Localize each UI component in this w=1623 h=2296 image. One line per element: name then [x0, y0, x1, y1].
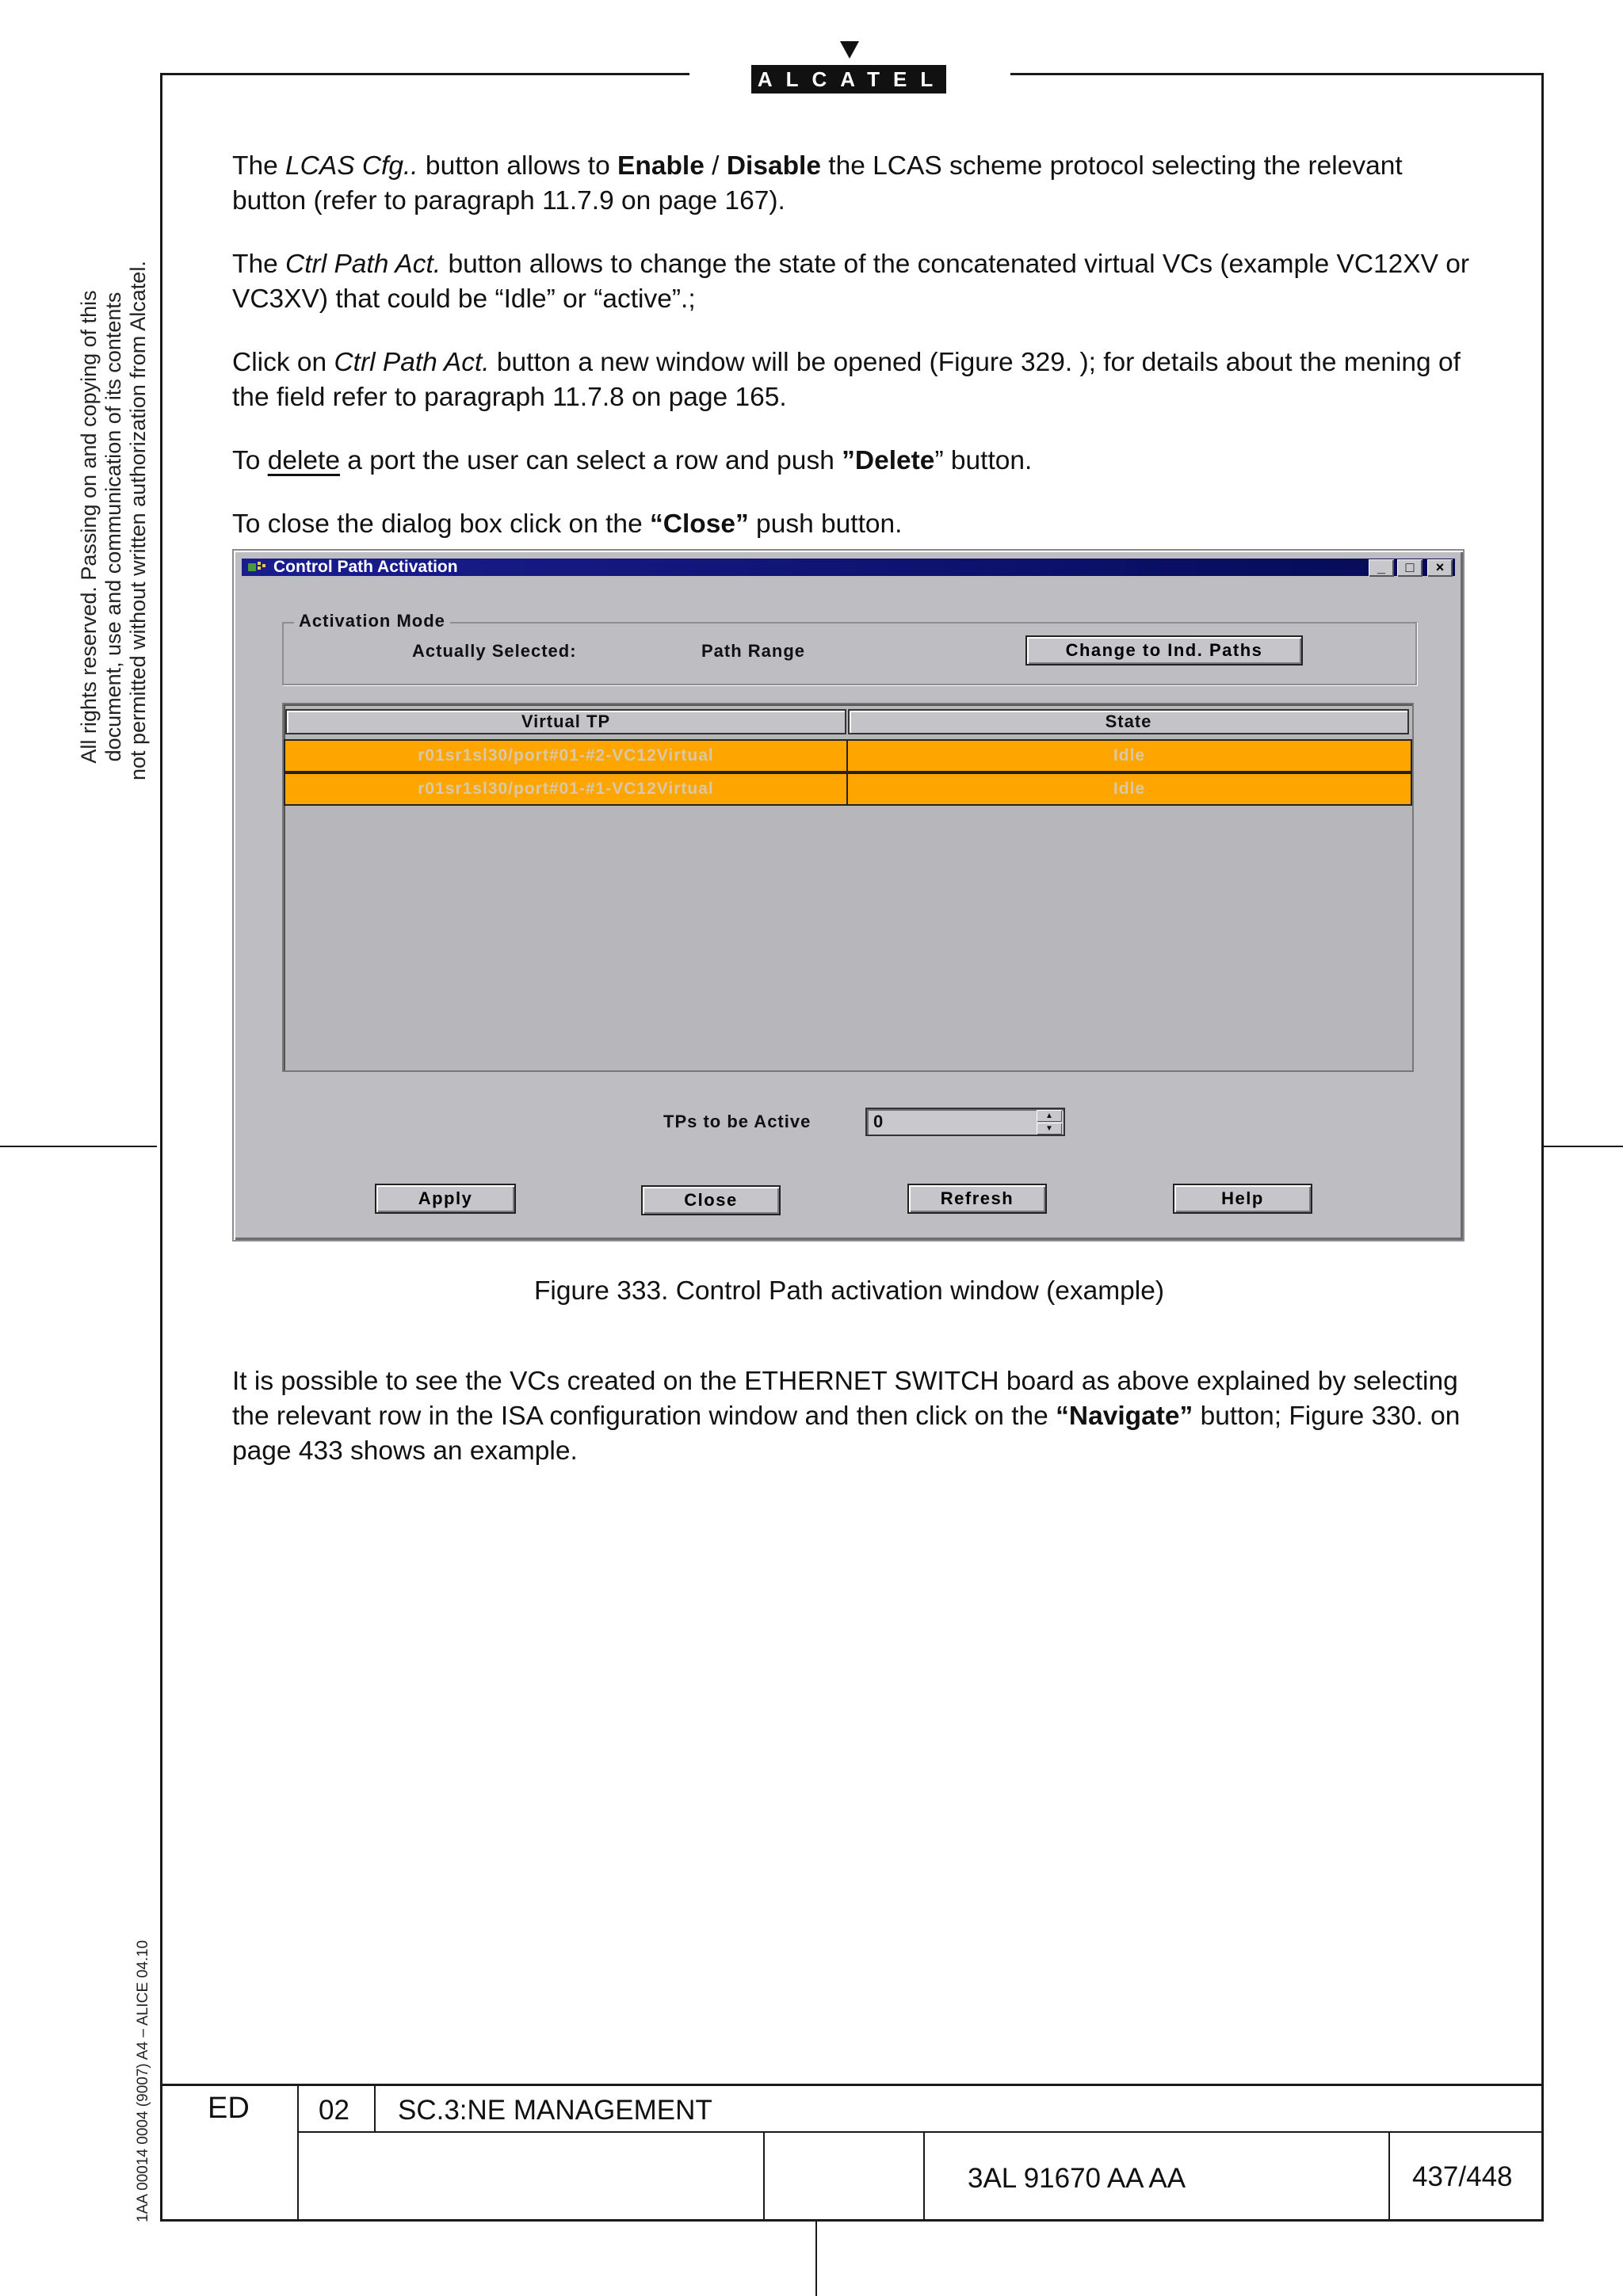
tps-to-be-active-label: TPs to be Active [663, 1112, 812, 1131]
paragraph-click-ctrl-path: Click on Ctrl Path Act. button a new window will be opened (Figure 329. ); for details about the mening of the field refer to paragraph 11.7.8 on page 165. [232, 348, 1461, 412]
footer-bottom-border [160, 2219, 1544, 2222]
column-header-virtual-tp[interactable]: Virtual TP [285, 709, 846, 734]
footer-page-number: 437/448 [1412, 2161, 1513, 2192]
footer-top-border [160, 2084, 1544, 2086]
minimize-icon[interactable]: _ [1369, 559, 1394, 577]
footer-div-4 [923, 2131, 925, 2220]
document-form-code: 1AA 00014 0004 (9007) A4 – ALICE 04.10 [135, 1939, 151, 2222]
control-path-activation-dialog [232, 549, 1465, 1241]
table-row[interactable] [284, 772, 1412, 806]
paragraph-delete-port: To delete a port the user can select a row and push ”Delete” button. [232, 446, 1033, 475]
footer-section: SC.3:NE MANAGEMENT [398, 2095, 712, 2126]
fold-mark-left [0, 1146, 157, 1147]
figure-caption: Figure 333. Control Path activation window (example) [533, 1276, 1165, 1306]
help-button[interactable]: Help [1173, 1184, 1312, 1214]
frame-left [160, 73, 162, 2222]
fold-mark-right [1544, 1146, 1623, 1147]
frame-right [1541, 73, 1544, 2222]
frame-top-right [1010, 73, 1544, 75]
change-to-ind-paths-button[interactable]: Change to Ind. Paths [1025, 635, 1303, 666]
actually-selected-label: Actually Selected: [412, 641, 577, 661]
window-app-icon [248, 561, 267, 574]
spin-up-icon[interactable]: ▲ [1037, 1110, 1062, 1122]
frame-top-left [160, 73, 689, 75]
paragraph-close-dialog: To close the dialog box click on the “Close” push button. [232, 509, 903, 539]
virtual-tp-table [282, 703, 1414, 1072]
copyright-line-2: document, use and communication of its contents [101, 292, 125, 762]
actually-selected-value: Path Range [701, 641, 806, 661]
footer-div-1 [297, 2084, 299, 2220]
maximize-icon[interactable]: □ [1397, 559, 1423, 577]
cell-virtual-tp: r01sr1sl30/port#01-#1-VC12Virtual [284, 772, 848, 806]
cell-state: Idle [846, 772, 1412, 806]
copyright-line-1: All rights reserved. Passing on and copying of this [77, 290, 101, 764]
table-row[interactable] [284, 739, 1412, 772]
footer-ed-label: ED [208, 2092, 250, 2125]
footer-doc-code: 3AL 91670 AA AA [968, 2163, 1186, 2194]
paragraph-navigate: It is possible to see the VCs created on the ETHERNET SWITCH board as above explained by selecting the relevant row in the ISA configuration window and then click on the “Navigate” button; Figure 330. on page 433 shows an example. [232, 1367, 1461, 1466]
column-header-state[interactable]: State [848, 709, 1409, 734]
refresh-button[interactable]: Refresh [907, 1184, 1047, 1214]
spin-down-icon[interactable]: ▼ [1037, 1123, 1062, 1135]
dialog-titlebar[interactable] [242, 559, 1455, 576]
paragraph-ctrl-path-act: The Ctrl Path Act. button allows to change the state of the concatenated virtual VCs (example VC12XV or VC3XV) that could be “Idle” or “active”.; [232, 250, 1470, 314]
close-button[interactable]: Close [641, 1185, 781, 1215]
tps-value: 0 [873, 1112, 884, 1131]
footer-div-2 [374, 2084, 376, 2133]
cell-state: Idle [846, 739, 1412, 772]
copyright-line-3: not permitted without written authorization from Alcatel. [126, 261, 150, 780]
footer-div-3 [763, 2131, 765, 2220]
footer-mid-border [297, 2131, 1544, 2133]
copyright-notice [77, 261, 151, 780]
activation-mode-label: Activation Mode [294, 611, 450, 631]
footer-div-5 [1388, 2131, 1390, 2220]
apply-button[interactable]: Apply [375, 1184, 516, 1214]
footer-ed-value: 02 [319, 2095, 349, 2126]
cell-virtual-tp: r01sr1sl30/port#01-#2-VC12Virtual [284, 739, 848, 772]
alcatel-logo: ALCATEL [751, 65, 946, 93]
close-icon[interactable]: × [1427, 559, 1453, 577]
footer-tail [815, 2222, 817, 2296]
logo-triangle-icon [840, 41, 859, 59]
paragraph-lcas-cfg: The LCAS Cfg.. button allows to Enable / Disable the LCAS scheme protocol selecting the relevant button (refer to paragraph 11.7.9 on page 167). [232, 151, 1403, 215]
dialog-title: Control Path Activation [273, 558, 458, 576]
tps-to-be-active-spinner[interactable] [865, 1108, 1065, 1136]
